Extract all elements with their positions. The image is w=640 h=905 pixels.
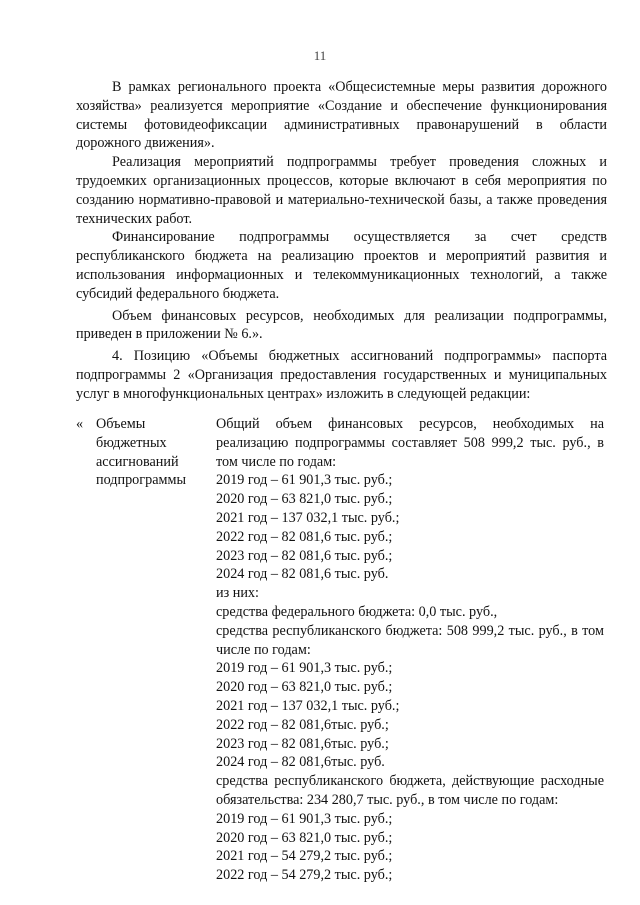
republic-year-line: 2022 год – 82 081,6тыс. руб.; (216, 716, 389, 733)
republic-year-line: 2023 год – 82 081,6тыс. руб.; (216, 735, 389, 752)
label-line: Объемы (96, 416, 146, 432)
of-which-label: из них: (216, 585, 259, 602)
total-year-line: 2023 год – 82 081,6 тыс. руб.; (216, 547, 393, 564)
page-number: 11 (313, 48, 327, 63)
total-year-line: 2021 год – 137 032,1 тыс. руб.; (216, 509, 400, 526)
existing-year-line: 2019 год – 61 901,3 тыс. руб.; (216, 810, 393, 827)
republic-year-line: 2020 год – 63 821,0 тыс. руб.; (216, 679, 393, 696)
republic-year-line: 2021 год – 137 032,1 тыс. руб.; (216, 697, 400, 714)
total-year-line: 2020 год – 63 821,0 тыс. руб.; (216, 491, 393, 508)
label-line: подпрограммы (96, 472, 186, 489)
existing-year-line: 2020 год – 63 821,0 тыс. руб.; (216, 829, 393, 846)
total-year-line: 2024 год – 82 081,6 тыс. руб. (216, 566, 389, 583)
paragraph-financing: Финансирование подпрограммы осуществляется за счет средств республиканского бюджета на реализацию проектов и мероприятий развития и использования информационных и телекоммуникационных технологий, а также субсидий федерального бюджета. (76, 229, 607, 302)
existing-year-line: 2022 год – 54 279,2 тыс. руб.; (216, 867, 393, 884)
label-line: ассигнований (96, 453, 179, 470)
republic-year-line: 2019 год – 61 901,3 тыс. руб.; (216, 660, 393, 677)
total-year-line: 2022 год – 82 081,6 тыс. руб.; (216, 528, 393, 545)
republic-year-line: 2024 год – 82 081,6тыс. руб. (216, 754, 385, 771)
table-label-cell (96, 415, 216, 490)
total-year-line: 2019 год – 61 901,3 тыс. руб.; (216, 472, 393, 489)
paragraph-financial-resources: Объем финансовых ресурсов, необходимых для реализации подпрограммы, приведен в приложении № 6.». (76, 307, 607, 343)
opening-quote: « (76, 416, 84, 432)
paragraph-amendment-item-4: 4. Позицию «Объемы бюджетных ассигнований подпрограммы» паспорта подпрограммы 2 «Организация предоставления государственных и муниципальных услуг в многофункциональных центрах» изложить в следующей редакции: (76, 348, 607, 402)
republic-budget-text: средства республиканского бюджета: 508 999,2 тыс. руб., в том числе по годам: (216, 622, 604, 658)
document-body (76, 78, 607, 404)
total-amount-text: Общий объем финансовых ресурсов, необходимых на реализацию подпрограммы составляет 508 999,2 тыс. руб., в том числе по годам: (216, 416, 604, 470)
federal-budget-text: средства федерального бюджета: 0,0 тыс. руб., (216, 603, 498, 620)
existing-year-line: 2021 год – 54 279,2 тыс. руб.; (216, 848, 393, 865)
table-values-cell (216, 415, 604, 885)
paragraph-implementation: Реализация мероприятий подпрограммы требует проведения сложных и трудоемких организационных процессов, которые включают в себя мероприятия по созданию нормативно-правовой и материально-технической базы, а также проведения технических работ. (76, 154, 607, 227)
existing-obligations-text: средства республиканского бюджета, действующие расходные обязательства: 234 280,7 тыс. руб., в том числе по годам: (216, 773, 604, 808)
paragraph-regional-project: В рамках регионального проекта «Общесистемные меры развития дорожного хозяйства» реализуется мероприятие «Создание и обеспечение функционирования системы фотовидеофиксации административных правонарушений в области дорожного движения». (76, 79, 607, 152)
label-line: бюджетных (96, 434, 167, 451)
